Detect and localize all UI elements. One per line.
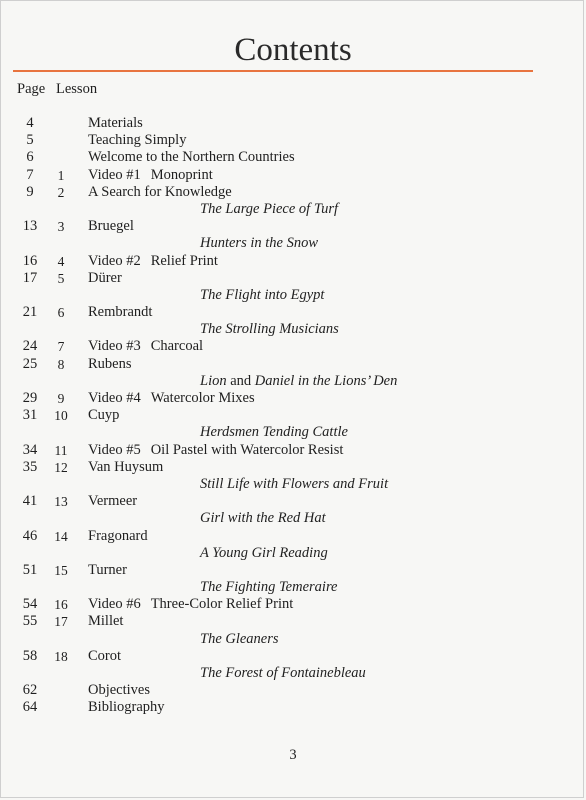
toc-artwork-row (0, 665, 586, 682)
toc-entry-row (0, 596, 586, 613)
entry-title (88, 596, 293, 613)
entry-page-number: 5 (26, 132, 34, 149)
artwork-title (200, 579, 337, 596)
entry-page-number: 51 (22, 561, 38, 578)
toc-entry-row (0, 390, 586, 407)
entry-title-text: Video #5 (88, 441, 141, 458)
entry-page-number: 24 (22, 338, 38, 355)
artwork-title (200, 321, 339, 338)
toc-artwork-row (0, 287, 586, 304)
column-header-page: Page (17, 81, 46, 97)
artwork-title (200, 373, 397, 390)
artwork-name: The Strolling Musicians (200, 321, 339, 338)
artwork-name: Herdsmen Tending Cattle (200, 424, 348, 441)
entry-page-number: 62 (22, 682, 38, 699)
toc-entry-row (0, 562, 586, 579)
entry-page-number: 21 (22, 304, 38, 321)
entry-title (88, 407, 119, 424)
entry-title-text: Dürer (88, 269, 122, 286)
entry-title-text: Teaching Simply (88, 132, 187, 149)
artwork-name: Daniel in the Lions’ Den (254, 372, 398, 389)
entry-title-text: Bruegel (88, 218, 134, 235)
entry-lesson-number: 5 (57, 270, 65, 286)
entry-title (88, 270, 122, 287)
toc-artwork-row (0, 545, 586, 562)
entry-title-text: A Search for Knowledge (88, 183, 232, 200)
artwork-title (200, 287, 324, 304)
entry-page-number: 4 (26, 115, 34, 131)
toc-entry-row (0, 356, 586, 373)
entry-title (88, 253, 218, 270)
entry-title (88, 562, 127, 579)
entry-page-number: 6 (26, 149, 34, 166)
entry-page-number: 64 (22, 699, 38, 716)
entry-page-number: 9 (26, 183, 34, 200)
entry-lesson-number: 11 (54, 442, 68, 458)
artwork-name: The Large Piece of Turf (200, 200, 339, 217)
title-underline (13, 70, 533, 72)
entry-lesson-number: 2 (57, 184, 65, 200)
toc-artwork-row (0, 476, 586, 493)
artwork-name: Lion (200, 372, 227, 389)
entry-title-text: Welcome to the Northern Countries (88, 149, 295, 166)
toc-entry-row (0, 167, 586, 184)
entry-title (88, 528, 148, 545)
entry-subtitle: Monoprint (150, 166, 213, 183)
artwork-name: The Fighting Temeraire (200, 579, 338, 596)
toc-entry-row (0, 613, 586, 630)
entry-lesson-number: 8 (57, 356, 65, 372)
artwork-title (200, 665, 366, 682)
entry-subtitle: Watercolor Mixes (150, 390, 255, 406)
entry-page-number: 17 (22, 269, 38, 286)
entry-page-number: 13 (22, 218, 38, 235)
entry-page-number: 46 (22, 527, 38, 544)
artwork-title (200, 201, 338, 218)
entry-title-text: Cuyp (88, 407, 120, 424)
toc-entry-row (0, 699, 586, 716)
toc-entry-row (0, 338, 586, 355)
entry-title (88, 167, 213, 184)
artwork-conjunction: and (230, 372, 252, 389)
toc-entry-row (0, 132, 586, 149)
toc-artwork-row (0, 579, 586, 596)
entry-subtitle: Three-Color Relief Print (150, 596, 294, 613)
column-header-lesson: Lesson (56, 81, 98, 97)
entry-title-text: Millet (88, 613, 124, 630)
artwork-name: Hunters in the Snow (200, 235, 319, 252)
artwork-name: A Young Girl Reading (200, 544, 328, 561)
artwork-title (200, 476, 388, 493)
entry-lesson-number: 12 (54, 459, 68, 475)
entry-title (88, 115, 143, 132)
entry-subtitle: Relief Print (150, 252, 218, 269)
entry-lesson-number: 3 (57, 219, 65, 235)
entry-title-text: Bibliography (88, 699, 165, 716)
entry-page-number: 54 (22, 596, 38, 613)
entry-title (88, 149, 295, 166)
artwork-title (200, 510, 326, 527)
entry-title (88, 459, 163, 476)
toc-artwork-row (0, 510, 586, 527)
entry-title-text: Video #3 (88, 338, 141, 355)
artwork-name: The Flight into Egypt (200, 286, 325, 303)
entry-title (88, 132, 186, 149)
toc-entry-row (0, 682, 586, 699)
toc-entry-row (0, 648, 586, 665)
entry-title-text: Materials (88, 115, 143, 131)
entry-subtitle: Oil Pastel with Watercolor Resist (150, 441, 344, 458)
entry-title-text: Fragonard (88, 527, 148, 544)
entry-page-number: 58 (22, 647, 38, 664)
artwork-title (200, 424, 348, 441)
entry-title (88, 304, 152, 321)
entry-page-number: 7 (26, 166, 34, 183)
toc-entry-row (0, 304, 586, 321)
entry-title (88, 682, 150, 699)
entry-title (88, 613, 123, 630)
entry-page-number: 29 (22, 390, 38, 406)
entry-page-number: 41 (22, 493, 38, 510)
entry-title (88, 648, 121, 665)
artwork-name: The Forest of Fontainebleau (200, 665, 366, 681)
toc-entry-row (0, 493, 586, 510)
toc-artwork-row (0, 235, 586, 252)
toc-artwork-row (0, 373, 586, 390)
entry-title (88, 184, 232, 201)
artwork-name: Still Life with Flowers and Fruit (200, 475, 389, 492)
entry-title-text: Video #6 (88, 596, 141, 613)
toc-entry-row (0, 115, 586, 132)
entry-lesson-number: 18 (54, 648, 68, 664)
entry-title-text: Video #4 (88, 390, 141, 406)
toc-entry-row (0, 149, 586, 166)
artwork-name: Girl with the Red Hat (200, 510, 326, 527)
toc-entry-row (0, 253, 586, 270)
artwork-name: The Gleaners (200, 630, 279, 647)
entry-title (88, 338, 203, 355)
table-of-contents (0, 115, 586, 717)
entry-title (88, 218, 134, 235)
entry-lesson-number: 7 (57, 339, 65, 355)
entry-lesson-number: 4 (57, 253, 65, 269)
toc-entry-row (0, 407, 586, 424)
entry-title (88, 493, 137, 510)
entry-title (88, 699, 165, 716)
entry-lesson-number: 1 (57, 167, 65, 183)
toc-entry-row (0, 528, 586, 545)
entry-lesson-number: 17 (54, 614, 68, 630)
entry-title-text: Rembrandt (88, 304, 153, 321)
artwork-title (200, 631, 279, 648)
entry-title (88, 442, 343, 459)
entry-lesson-number: 13 (54, 494, 68, 510)
toc-entry-row (0, 442, 586, 459)
entry-lesson-number: 6 (57, 305, 65, 321)
entry-page-number: 25 (22, 355, 38, 372)
entry-title (88, 390, 255, 407)
entry-title-text: Objectives (88, 682, 151, 699)
toc-artwork-row (0, 201, 586, 218)
entry-title-text: Van Huysum (88, 458, 164, 475)
entry-title-text: Video #2 (88, 252, 141, 269)
toc-entry-row (0, 218, 586, 235)
entry-title-text: Corot (88, 647, 122, 664)
entry-page-number: 34 (22, 441, 38, 458)
entry-lesson-number: 10 (54, 408, 68, 424)
toc-entry-row (0, 184, 586, 201)
entry-lesson-number: 16 (54, 597, 68, 613)
entry-title-text: Rubens (88, 355, 132, 372)
entry-title-text: Video #1 (88, 166, 141, 183)
entry-page-number: 31 (22, 407, 38, 424)
artwork-title (200, 235, 318, 252)
toc-entry-row (0, 459, 586, 476)
entry-title (88, 356, 132, 373)
entry-lesson-number: 15 (54, 562, 68, 578)
toc-artwork-row (0, 321, 586, 338)
page-title: Contents (234, 32, 352, 68)
entry-lesson-number: 14 (54, 528, 68, 544)
entry-title-text: Vermeer (88, 493, 138, 510)
toc-artwork-row (0, 631, 586, 648)
entry-title-text: Turner (88, 561, 127, 578)
entry-page-number: 35 (22, 458, 38, 475)
entry-page-number: 16 (22, 252, 38, 269)
toc-artwork-row (0, 424, 586, 441)
entry-page-number: 55 (22, 613, 38, 630)
entry-subtitle: Charcoal (150, 338, 204, 355)
toc-entry-row (0, 270, 586, 287)
page-number: 3 (289, 747, 297, 763)
artwork-title (200, 545, 328, 562)
entry-lesson-number: 9 (57, 391, 65, 406)
